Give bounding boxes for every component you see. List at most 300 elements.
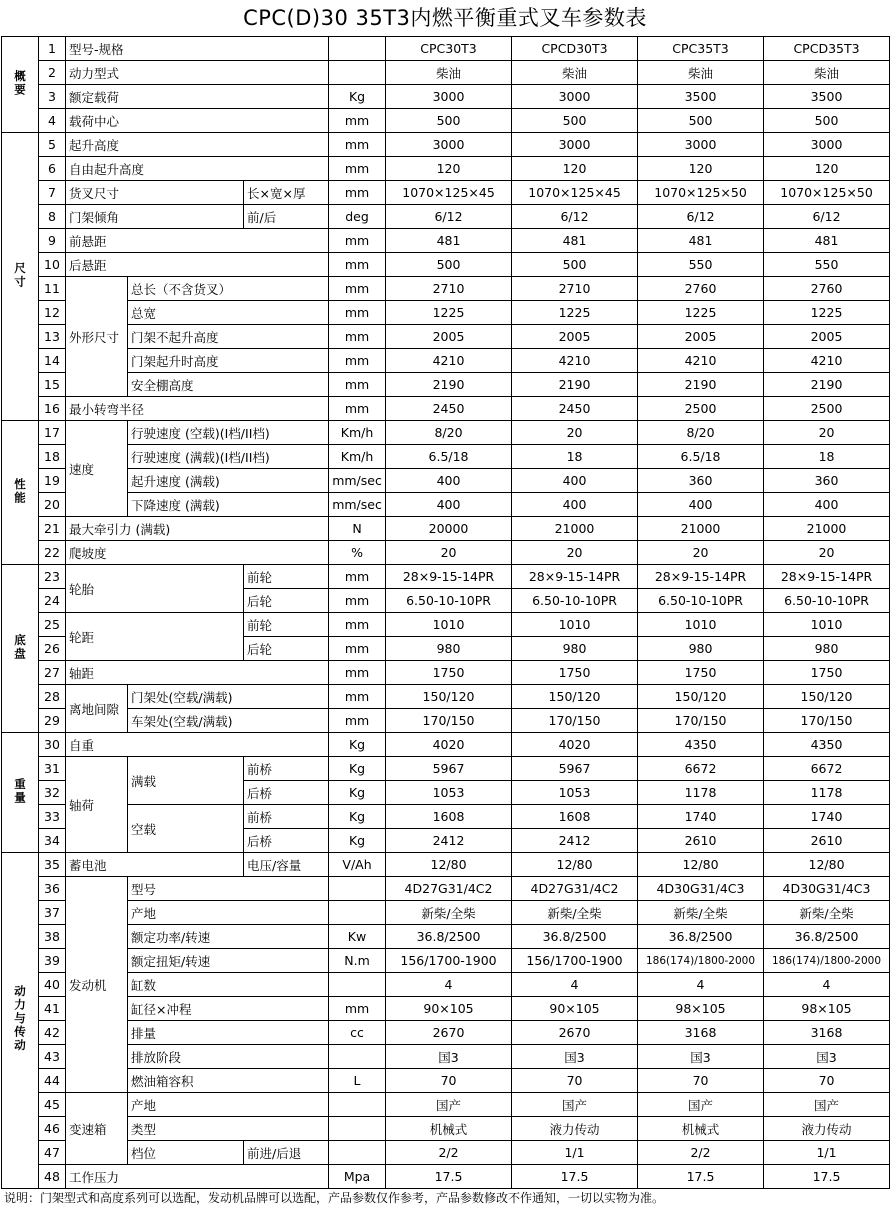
value-cpc35t3: 28×9-15-14PR — [638, 565, 764, 589]
value-cpcd35t3: 28×9-15-14PR — [764, 565, 890, 589]
param-label: 轴距 — [66, 661, 329, 685]
value-cpc30t3: 120 — [386, 157, 512, 181]
row-number: 9 — [39, 229, 66, 253]
row-number: 22 — [39, 541, 66, 565]
table-row — [2, 253, 890, 277]
unit: mm — [329, 181, 386, 205]
row-number: 43 — [39, 1045, 66, 1069]
table-row — [2, 397, 890, 421]
value-cpcd30t3: 6.50-10-10PR — [512, 589, 638, 613]
param-label: 门架起升时高度 — [128, 349, 329, 373]
row-number: 33 — [39, 805, 66, 829]
param-label: 蓄电池 — [66, 853, 244, 877]
table-row — [2, 541, 890, 565]
value-cpc30t3: 1608 — [386, 805, 512, 829]
table-row — [2, 301, 890, 325]
value-cpc35t3: 12/80 — [638, 853, 764, 877]
value-cpcd30t3: 28×9-15-14PR — [512, 565, 638, 589]
value-cpc30t3: 400 — [386, 469, 512, 493]
value-cpcd35t3: 1225 — [764, 301, 890, 325]
value-cpcd30t3: 170/150 — [512, 709, 638, 733]
value-cpcd30t3: 70 — [512, 1069, 638, 1093]
param-label: 起升高度 — [66, 133, 329, 157]
row-number: 1 — [39, 37, 66, 61]
value-cpc35t3: 6.50-10-10PR — [638, 589, 764, 613]
value-cpcd35t3: 6672 — [764, 757, 890, 781]
table-row — [2, 229, 890, 253]
value-cpc30t3: 481 — [386, 229, 512, 253]
unit: Kw — [329, 925, 386, 949]
value-cpc30t3: 500 — [386, 253, 512, 277]
param-sub: 前/后 — [244, 205, 329, 229]
value-cpc35t3: 2/2 — [638, 1141, 764, 1165]
param-label: 前桥 — [244, 805, 329, 829]
value-cpc35t3: 36.8/2500 — [638, 925, 764, 949]
param-label: 货叉尺寸 — [66, 181, 244, 205]
param-label: 缸径×冲程 — [128, 997, 329, 1021]
value-cpc30t3: 新柴/全柴 — [386, 901, 512, 925]
row-number: 47 — [39, 1141, 66, 1165]
value-cpcd30t3: 4210 — [512, 349, 638, 373]
value-cpc30t3: 2450 — [386, 397, 512, 421]
row-number: 31 — [39, 757, 66, 781]
value-cpcd35t3: 20 — [764, 541, 890, 565]
unit: Kg — [329, 781, 386, 805]
value-cpcd30t3: 1225 — [512, 301, 638, 325]
row-number: 42 — [39, 1021, 66, 1045]
group-label: 外形尺寸 — [66, 277, 128, 397]
value-cpc30t3: 6.5/18 — [386, 445, 512, 469]
value-cpcd30t3: 液力传动 — [512, 1117, 638, 1141]
value-cpcd30t3: CPCD30T3 — [512, 37, 638, 61]
table-row — [2, 685, 890, 709]
value-cpcd35t3: 1740 — [764, 805, 890, 829]
value-cpcd35t3: 国产 — [764, 1093, 890, 1117]
row-number: 44 — [39, 1069, 66, 1093]
value-cpc30t3: 1070×125×45 — [386, 181, 512, 205]
param-label: 排放阶段 — [128, 1045, 329, 1069]
value-cpcd30t3: 国产 — [512, 1093, 638, 1117]
value-cpc30t3: 2005 — [386, 325, 512, 349]
value-cpcd35t3: 4210 — [764, 349, 890, 373]
value-cpcd30t3: 17.5 — [512, 1165, 638, 1189]
param-label: 前轮 — [244, 613, 329, 637]
value-cpcd30t3: 2710 — [512, 277, 638, 301]
value-cpcd35t3: 1178 — [764, 781, 890, 805]
unit: mm — [329, 997, 386, 1021]
value-cpcd30t3: 150/120 — [512, 685, 638, 709]
value-cpc35t3: 150/120 — [638, 685, 764, 709]
subgroup-label: 满载 — [128, 757, 244, 805]
row-number: 19 — [39, 469, 66, 493]
param-label: 自由起升高度 — [66, 157, 329, 181]
row-number: 35 — [39, 853, 66, 877]
value-cpcd30t3: 国3 — [512, 1045, 638, 1069]
value-cpcd35t3: 柴油 — [764, 61, 890, 85]
value-cpcd30t3: 12/80 — [512, 853, 638, 877]
value-cpcd30t3: 120 — [512, 157, 638, 181]
value-cpc35t3: 2005 — [638, 325, 764, 349]
value-cpcd30t3: 柴油 — [512, 61, 638, 85]
param-sub: 长×宽×厚 — [244, 181, 329, 205]
value-cpcd30t3: 4D27G31/4C2 — [512, 877, 638, 901]
table-row — [2, 1045, 890, 1069]
category-label — [2, 565, 39, 733]
value-cpcd30t3: 400 — [512, 493, 638, 517]
value-cpc35t3: 1750 — [638, 661, 764, 685]
row-number: 28 — [39, 685, 66, 709]
value-cpcd30t3: 1/1 — [512, 1141, 638, 1165]
value-cpc30t3: 国3 — [386, 1045, 512, 1069]
value-cpcd35t3: 20 — [764, 421, 890, 445]
unit: mm — [329, 277, 386, 301]
subgroup-label: 空载 — [128, 805, 244, 853]
value-cpcd35t3: 2610 — [764, 829, 890, 853]
value-cpc30t3: 5967 — [386, 757, 512, 781]
value-cpc35t3: 550 — [638, 253, 764, 277]
value-cpcd30t3: 2450 — [512, 397, 638, 421]
unit: Km/h — [329, 421, 386, 445]
row-number: 20 — [39, 493, 66, 517]
unit — [329, 1117, 386, 1141]
value-cpc35t3: 1740 — [638, 805, 764, 829]
value-cpcd30t3: 400 — [512, 469, 638, 493]
value-cpcd30t3: 2190 — [512, 373, 638, 397]
value-cpcd35t3: 2005 — [764, 325, 890, 349]
value-cpc35t3: CPC35T3 — [638, 37, 764, 61]
row-number: 29 — [39, 709, 66, 733]
value-cpcd30t3: 18 — [512, 445, 638, 469]
value-cpc35t3: 481 — [638, 229, 764, 253]
value-cpc30t3: 28×9-15-14PR — [386, 565, 512, 589]
unit: Kg — [329, 805, 386, 829]
value-cpcd35t3: 4D30G31/4C3 — [764, 877, 890, 901]
table-row — [2, 445, 890, 469]
unit: L — [329, 1069, 386, 1093]
value-cpcd35t3: CPCD35T3 — [764, 37, 890, 61]
value-cpc30t3: 20000 — [386, 517, 512, 541]
value-cpc30t3: 4 — [386, 973, 512, 997]
value-cpcd30t3: 36.8/2500 — [512, 925, 638, 949]
value-cpcd35t3: 18 — [764, 445, 890, 469]
footnote: 说明：门架型式和高度系列可以选配，发动机品牌可以选配，产品参数仅作参考，产品参数修改不作通知，一切以实物为准。 — [4, 1191, 665, 1205]
spec-table — [1, 36, 890, 1189]
param-label: 前桥 — [244, 757, 329, 781]
unit: N — [329, 517, 386, 541]
value-cpc30t3: 4D27G31/4C2 — [386, 877, 512, 901]
value-cpcd35t3: 4 — [764, 973, 890, 997]
value-cpc35t3: 3168 — [638, 1021, 764, 1045]
value-cpc35t3: 2190 — [638, 373, 764, 397]
value-cpcd30t3: 1053 — [512, 781, 638, 805]
unit: mm — [329, 349, 386, 373]
value-cpc35t3: 400 — [638, 493, 764, 517]
unit: mm — [329, 373, 386, 397]
row-number: 8 — [39, 205, 66, 229]
value-cpc30t3: 国产 — [386, 1093, 512, 1117]
row-number: 41 — [39, 997, 66, 1021]
row-number: 38 — [39, 925, 66, 949]
value-cpc35t3: 186(174)/1800-2000 — [638, 949, 764, 973]
value-cpcd35t3: 1750 — [764, 661, 890, 685]
table-row — [2, 613, 890, 637]
table-row — [2, 1021, 890, 1045]
value-cpc30t3: 36.8/2500 — [386, 925, 512, 949]
value-cpcd30t3: 500 — [512, 253, 638, 277]
value-cpcd35t3: 3000 — [764, 133, 890, 157]
value-cpcd30t3: 156/1700-1900 — [512, 949, 638, 973]
unit — [329, 1045, 386, 1069]
value-cpc30t3: 400 — [386, 493, 512, 517]
value-cpc30t3: 3000 — [386, 85, 512, 109]
param-label: 额定扭矩/转速 — [128, 949, 329, 973]
unit: mm — [329, 253, 386, 277]
row-number: 6 — [39, 157, 66, 181]
value-cpc30t3: 1010 — [386, 613, 512, 637]
param-label: 档位 — [128, 1141, 244, 1165]
value-cpc35t3: 980 — [638, 637, 764, 661]
group-label: 轮距 — [66, 613, 244, 661]
param-label: 产地 — [128, 901, 329, 925]
param-sub: 前进/后退 — [244, 1141, 329, 1165]
group-label: 速度 — [66, 421, 128, 517]
value-cpcd35t3: 400 — [764, 493, 890, 517]
param-label: 行驶速度 (满载)(I档/II档) — [128, 445, 329, 469]
row-number: 46 — [39, 1117, 66, 1141]
table-row — [2, 157, 890, 181]
param-label: 额定功率/转速 — [128, 925, 329, 949]
value-cpc35t3: 国产 — [638, 1093, 764, 1117]
value-cpc30t3: 20 — [386, 541, 512, 565]
table-row — [2, 877, 890, 901]
row-number: 37 — [39, 901, 66, 925]
unit: N.m — [329, 949, 386, 973]
value-cpcd30t3: 20 — [512, 541, 638, 565]
param-label: 起升速度 (满载) — [128, 469, 329, 493]
table-row — [2, 469, 890, 493]
value-cpcd35t3: 120 — [764, 157, 890, 181]
param-label: 载荷中心 — [66, 109, 329, 133]
unit: mm/sec — [329, 469, 386, 493]
table-row — [2, 565, 890, 589]
value-cpc30t3: 2710 — [386, 277, 512, 301]
value-cpc35t3: 70 — [638, 1069, 764, 1093]
unit: mm — [329, 685, 386, 709]
unit: mm — [329, 661, 386, 685]
row-number: 2 — [39, 61, 66, 85]
param-sub: 电压/容量 — [244, 853, 329, 877]
row-number: 15 — [39, 373, 66, 397]
table-row — [2, 757, 890, 781]
category-label — [2, 133, 39, 421]
category-text: 重量 — [13, 777, 27, 805]
param-label: 后悬距 — [66, 253, 329, 277]
unit: mm — [329, 589, 386, 613]
table-row — [2, 733, 890, 757]
row-number: 40 — [39, 973, 66, 997]
value-cpcd30t3: 980 — [512, 637, 638, 661]
param-label: 门架处(空载/满载) — [128, 685, 329, 709]
value-cpcd35t3: 1010 — [764, 613, 890, 637]
table-row — [2, 373, 890, 397]
category-label — [2, 37, 39, 133]
value-cpc35t3: 机械式 — [638, 1117, 764, 1141]
row-number: 13 — [39, 325, 66, 349]
category-text: 动力与传动 — [13, 985, 27, 1053]
param-label: 后桥 — [244, 781, 329, 805]
row-number: 3 — [39, 85, 66, 109]
value-cpcd30t3: 1750 — [512, 661, 638, 685]
unit — [329, 901, 386, 925]
unit: mm — [329, 397, 386, 421]
row-number: 12 — [39, 301, 66, 325]
row-number: 30 — [39, 733, 66, 757]
value-cpcd35t3: 36.8/2500 — [764, 925, 890, 949]
value-cpc35t3: 4 — [638, 973, 764, 997]
group-label: 变速箱 — [66, 1093, 128, 1165]
table-row — [2, 37, 890, 61]
value-cpcd35t3: 360 — [764, 469, 890, 493]
param-label: 产地 — [128, 1093, 329, 1117]
value-cpc30t3: 90×105 — [386, 997, 512, 1021]
unit: mm — [329, 613, 386, 637]
value-cpc30t3: 156/1700-1900 — [386, 949, 512, 973]
param-label: 后轮 — [244, 589, 329, 613]
group-label: 轮胎 — [66, 565, 244, 613]
row-number: 16 — [39, 397, 66, 421]
unit: mm — [329, 565, 386, 589]
value-cpc35t3: 1070×125×50 — [638, 181, 764, 205]
table-row — [2, 661, 890, 685]
group-label: 发动机 — [66, 877, 128, 1093]
value-cpcd30t3: 4 — [512, 973, 638, 997]
param-label: 型号 — [128, 877, 329, 901]
value-cpcd30t3: 20 — [512, 421, 638, 445]
value-cpcd35t3: 国3 — [764, 1045, 890, 1069]
value-cpc30t3: 980 — [386, 637, 512, 661]
unit: mm/sec — [329, 493, 386, 517]
row-number: 23 — [39, 565, 66, 589]
row-number: 4 — [39, 109, 66, 133]
unit — [329, 1093, 386, 1117]
row-number: 21 — [39, 517, 66, 541]
value-cpcd35t3: 1070×125×50 — [764, 181, 890, 205]
row-number: 45 — [39, 1093, 66, 1117]
value-cpcd35t3: 17.5 — [764, 1165, 890, 1189]
value-cpcd35t3: 500 — [764, 109, 890, 133]
table-row — [2, 181, 890, 205]
value-cpcd30t3: 90×105 — [512, 997, 638, 1021]
unit: Kg — [329, 85, 386, 109]
row-number: 18 — [39, 445, 66, 469]
unit: mm — [329, 109, 386, 133]
row-number: 5 — [39, 133, 66, 157]
table-row — [2, 1069, 890, 1093]
value-cpc30t3: 150/120 — [386, 685, 512, 709]
value-cpcd35t3: 150/120 — [764, 685, 890, 709]
value-cpc35t3: 98×105 — [638, 997, 764, 1021]
param-label: 最大牵引力 (满载) — [66, 517, 329, 541]
value-cpcd30t3: 5967 — [512, 757, 638, 781]
value-cpcd30t3: 21000 — [512, 517, 638, 541]
value-cpc30t3: 1750 — [386, 661, 512, 685]
value-cpcd35t3: 4350 — [764, 733, 890, 757]
param-label: 缸数 — [128, 973, 329, 997]
row-number: 39 — [39, 949, 66, 973]
table-row — [2, 949, 890, 973]
value-cpcd35t3: 980 — [764, 637, 890, 661]
value-cpc30t3: 1053 — [386, 781, 512, 805]
unit: V/Ah — [329, 853, 386, 877]
category-text: 尺寸 — [13, 261, 27, 289]
value-cpc35t3: 6.5/18 — [638, 445, 764, 469]
value-cpc30t3: 500 — [386, 109, 512, 133]
value-cpc35t3: 柴油 — [638, 61, 764, 85]
table-row — [2, 1141, 890, 1165]
value-cpcd35t3: 3500 — [764, 85, 890, 109]
unit: Km/h — [329, 445, 386, 469]
value-cpc35t3: 3500 — [638, 85, 764, 109]
unit — [329, 61, 386, 85]
value-cpc35t3: 1178 — [638, 781, 764, 805]
param-label: 自重 — [66, 733, 329, 757]
param-label: 下降速度 (满载) — [128, 493, 329, 517]
value-cpc30t3: 6.50-10-10PR — [386, 589, 512, 613]
value-cpc30t3: 8/20 — [386, 421, 512, 445]
value-cpc35t3: 国3 — [638, 1045, 764, 1069]
unit: Kg — [329, 733, 386, 757]
value-cpcd35t3: 70 — [764, 1069, 890, 1093]
value-cpc35t3: 6672 — [638, 757, 764, 781]
value-cpcd30t3: 500 — [512, 109, 638, 133]
param-label: 类型 — [128, 1117, 329, 1141]
param-label: 额定载荷 — [66, 85, 329, 109]
value-cpcd35t3: 1/1 — [764, 1141, 890, 1165]
param-label: 前悬距 — [66, 229, 329, 253]
table-row — [2, 61, 890, 85]
row-number: 34 — [39, 829, 66, 853]
value-cpcd35t3: 170/150 — [764, 709, 890, 733]
row-number: 17 — [39, 421, 66, 445]
param-label: 前轮 — [244, 565, 329, 589]
table-row — [2, 85, 890, 109]
category-text: 底盘 — [13, 633, 27, 661]
unit: cc — [329, 1021, 386, 1045]
value-cpcd35t3: 6/12 — [764, 205, 890, 229]
value-cpc30t3: 2670 — [386, 1021, 512, 1045]
param-label: 门架倾角 — [66, 205, 244, 229]
value-cpc30t3: 2190 — [386, 373, 512, 397]
unit — [329, 877, 386, 901]
unit: mm — [329, 301, 386, 325]
row-number: 7 — [39, 181, 66, 205]
value-cpcd35t3: 21000 — [764, 517, 890, 541]
unit: mm — [329, 157, 386, 181]
value-cpcd35t3: 2190 — [764, 373, 890, 397]
value-cpc35t3: 2500 — [638, 397, 764, 421]
value-cpc30t3: 机械式 — [386, 1117, 512, 1141]
unit: Kg — [329, 829, 386, 853]
category-text: 性能 — [13, 477, 27, 505]
table-row — [2, 853, 890, 877]
value-cpc30t3: 12/80 — [386, 853, 512, 877]
table-row — [2, 997, 890, 1021]
value-cpc35t3: 2760 — [638, 277, 764, 301]
value-cpcd35t3: 2760 — [764, 277, 890, 301]
value-cpc35t3: 17.5 — [638, 1165, 764, 1189]
value-cpcd35t3: 186(174)/1800-2000 — [764, 949, 890, 973]
param-label: 行驶速度 (空载)(I档/II档) — [128, 421, 329, 445]
